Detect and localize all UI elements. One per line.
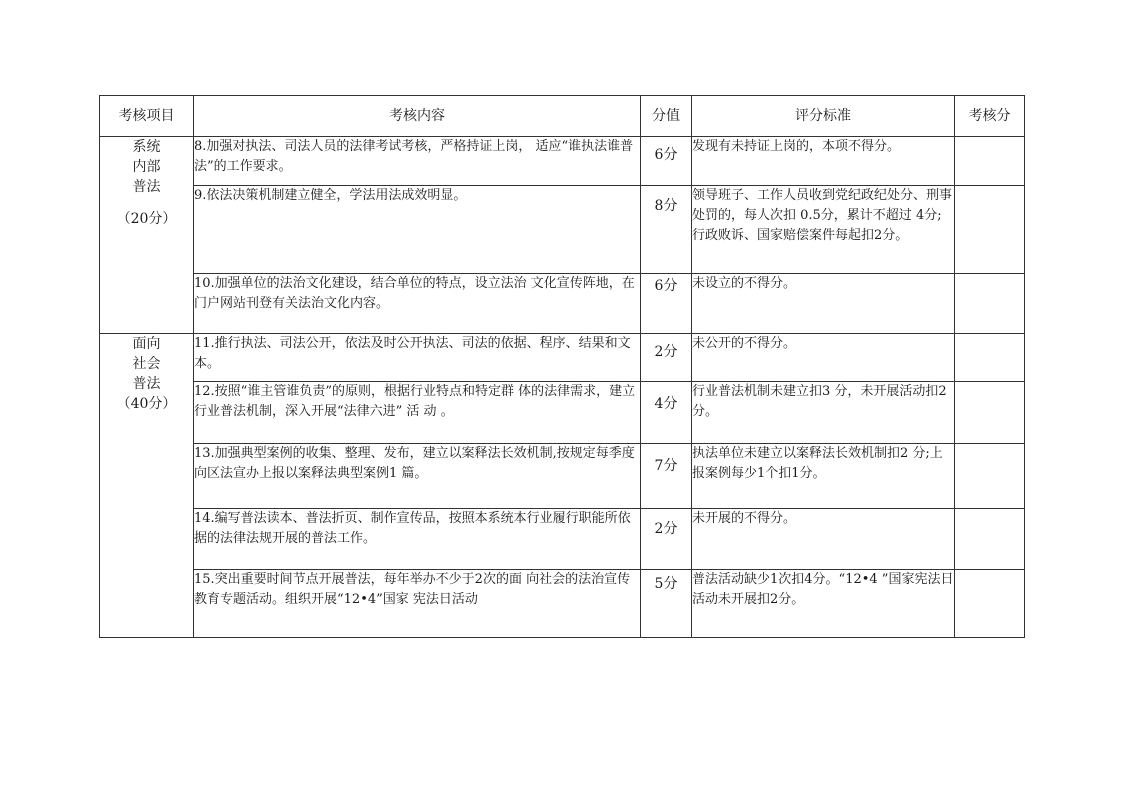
header-criteria: 评分标准 xyxy=(692,96,955,137)
content-cell: 10.加强单位的法治文化建设，结合单位的特点，设立法治 文化宣传阵地，在门户网站刊登有关法治文化内容。 xyxy=(194,274,641,334)
assessment-table xyxy=(99,95,1025,638)
category-public xyxy=(100,334,194,638)
result-cell xyxy=(955,137,1025,186)
table-row xyxy=(100,382,1025,444)
score-cell xyxy=(641,334,692,382)
score-cell xyxy=(641,382,692,444)
score-cell xyxy=(641,509,692,570)
result-cell xyxy=(955,186,1025,274)
score-cell xyxy=(641,137,692,186)
header-score: 分值 xyxy=(641,96,692,137)
result-cell xyxy=(955,444,1025,509)
score-cell xyxy=(641,186,692,274)
content-cell: 13.加强典型案例的收集、整理、发布，建立以案释法长效机制,按规定每季度向区法宣办上报以案释法典型案例1 篇。 xyxy=(194,444,641,509)
score-value: 8分 xyxy=(654,198,678,214)
category-line: 系统 xyxy=(132,139,161,155)
criteria-cell: 未开展的不得分。 xyxy=(692,509,955,570)
criteria-cell: 未公开的不得分。 xyxy=(692,334,955,382)
table-row xyxy=(100,444,1025,509)
header-content: 考核内容 xyxy=(194,96,641,137)
result-cell xyxy=(955,274,1025,334)
content-cell: 14.编写普法读本、普法折页、制作宣传品，按照本系统本行业履行职能所依据的法律法规开展的普法工作。 xyxy=(194,509,641,570)
header-result: 考核分 xyxy=(955,96,1025,137)
header-row xyxy=(100,96,1025,137)
criteria-cell: 执法单位未建立以案释法长效机制扣2 分;上报案例每少1个扣1分。 xyxy=(692,444,955,509)
category-line: 普法 xyxy=(132,179,161,195)
criteria-cell: 普法活动缺少1次扣4分。“12•4 ”国家宪法日活动未开展扣2分。 xyxy=(692,570,955,638)
content-cell: 8.加强对执法、司法人员的法律考试考核，严格持证上岗， 适应“谁执法谁普法”的工作要求。 xyxy=(194,137,641,186)
category-line: 内部 xyxy=(132,159,161,175)
table-row xyxy=(100,137,1025,186)
category-line: 普法 xyxy=(132,376,161,392)
criteria-cell: 未设立的不得分。 xyxy=(692,274,955,334)
score-value: 4分 xyxy=(654,396,678,412)
score-value: 2分 xyxy=(654,344,678,360)
result-cell xyxy=(955,509,1025,570)
score-cell xyxy=(641,570,692,638)
table-row xyxy=(100,334,1025,382)
content-cell: 9.依法决策机制建立健全，学法用法成效明显。 xyxy=(194,186,641,274)
score-value: 6分 xyxy=(654,147,678,163)
score-value: 7分 xyxy=(654,458,678,474)
table-row xyxy=(100,509,1025,570)
content-cell: 12.按照“谁主管谁负责”的原则，根据行业特点和特定群 体的法律需求，建立行业普法机制，深入开展“法律六进” 活 动 。 xyxy=(194,382,641,444)
score-cell xyxy=(641,444,692,509)
category-score: （40分） xyxy=(116,396,177,412)
criteria-cell: 行业普法机制未建立扣3 分，未开展活动扣2分。 xyxy=(692,382,955,444)
content-cell: 15.突出重要时间节点开展普法，每年举办不少于2次的面 向社会的法治宣传教育专题活动。组织开展“12•4”国家 宪法日活动 xyxy=(194,570,641,638)
result-cell xyxy=(955,570,1025,638)
category-line: 面向 xyxy=(132,336,161,352)
category-line: 社会 xyxy=(132,356,161,372)
score-cell xyxy=(641,274,692,334)
score-value: 6分 xyxy=(654,278,678,294)
score-value: 2分 xyxy=(654,521,678,537)
content-cell: 11.推行执法、司法公开，依法及时公开执法、司法的依据、程序、结果和文本。 xyxy=(194,334,641,382)
criteria-cell: 领导班子、工作人员收到党纪政纪处分、刑事处罚的，每人次扣 0.5分，累计不超过 4分;行政败诉、国家赔偿案件每起扣2分。 xyxy=(692,186,955,274)
category-score: （20分） xyxy=(116,211,177,227)
table-row xyxy=(100,186,1025,274)
header-category: 考核项目 xyxy=(100,96,194,137)
result-cell xyxy=(955,334,1025,382)
table-row xyxy=(100,570,1025,638)
result-cell xyxy=(955,382,1025,444)
category-internal xyxy=(100,137,194,334)
score-value: 5分 xyxy=(654,576,678,592)
table-row xyxy=(100,274,1025,334)
criteria-cell: 发现有未持证上岗的，本项不得分。 xyxy=(692,137,955,186)
